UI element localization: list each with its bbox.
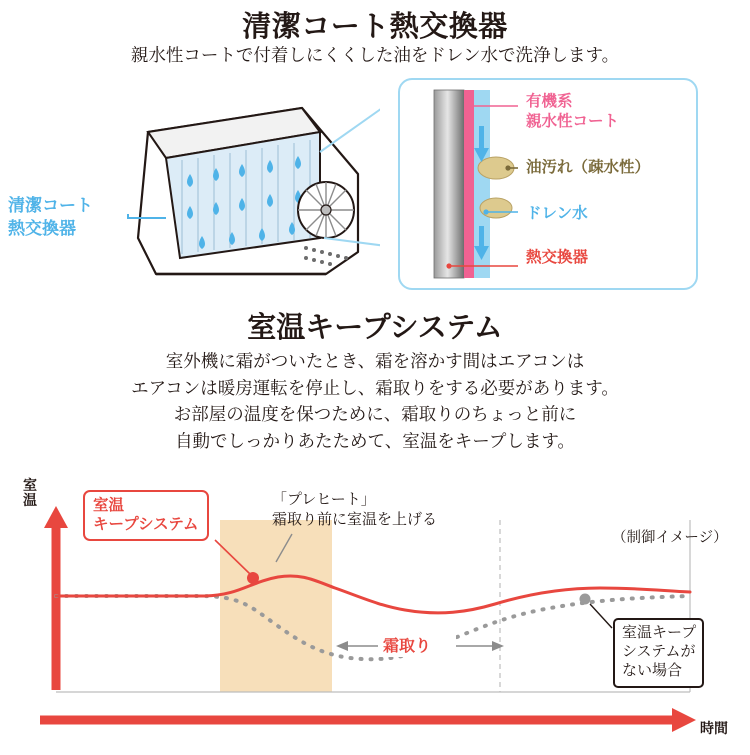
section2-body-line-1: 室外機に霜がついたとき、霜を溶かす間はエアコンは bbox=[165, 351, 585, 371]
oil-dirt-label: 油汚れ（疎水性） bbox=[526, 159, 651, 176]
no-system-callout-leader bbox=[590, 604, 612, 628]
no-keep-callout-line1: 室温キープ bbox=[622, 624, 697, 641]
preheat-annotation-line2: 霜取り前に室温を上げる bbox=[272, 510, 438, 528]
heat-exchanger-illustration bbox=[120, 88, 380, 288]
no-keep-callout-line2: システムが bbox=[622, 642, 696, 660]
y-axis-label bbox=[20, 478, 40, 507]
keep-system-callout-line1: 室温 bbox=[93, 497, 125, 514]
clean-coat-label-line1: 清潔コート bbox=[8, 196, 93, 215]
no-keep-callout-line3: ない場合 bbox=[622, 661, 683, 679]
section2-body-line-3: お部屋の温度を保つために、霜取りのちょっと前に bbox=[173, 404, 577, 425]
preheat-annotation-line1: 「プレヒート」 bbox=[272, 491, 376, 508]
clean-coat-heat-exchanger-label bbox=[8, 195, 93, 241]
preheat-annotation bbox=[272, 490, 437, 529]
no-system-point bbox=[580, 594, 591, 605]
section1-subtitle: 親水性コートで付着しにくくした油をドレン水で洗浄します。 bbox=[130, 45, 620, 65]
frost-removal-label: 霜取り bbox=[383, 638, 432, 655]
x-axis bbox=[40, 708, 696, 732]
section1-title: 清潔コート熱交換器 bbox=[242, 11, 508, 43]
organic-label-line1: 有機系 bbox=[526, 93, 573, 110]
coating-cross-section-panel bbox=[398, 78, 698, 290]
organic-label-line2: 親水性コート bbox=[526, 113, 620, 131]
organic-hydrophilic-coat-label bbox=[526, 92, 619, 132]
cross-section-labels bbox=[400, 80, 700, 292]
no-keep-system-callout bbox=[613, 618, 704, 688]
section2-body-line-4: 自動でしっかりあたためて、室温をキープします。 bbox=[175, 430, 575, 451]
section2-body bbox=[0, 348, 750, 454]
y-axis-label-char2: 温 bbox=[23, 491, 37, 508]
room-temp-keep-chart bbox=[0, 478, 750, 750]
section2-body-line-2: エアコンは暖房運転を停止し、霜取りをする必要があります。 bbox=[131, 377, 619, 398]
preheat-band bbox=[220, 520, 332, 692]
clean-coat-label-line2: 熱交換器 bbox=[8, 218, 76, 238]
series-keep-system bbox=[56, 576, 690, 613]
drain-water-label: ドレン水 bbox=[526, 205, 588, 222]
heat-exchanger-label: 熱交換器 bbox=[526, 249, 589, 266]
y-axis-label-char1: 室 bbox=[23, 477, 37, 493]
keep-system-callout-line2: キープシステム bbox=[93, 516, 199, 534]
series-no-keep-system bbox=[56, 596, 690, 659]
control-image-note: （制御イメージ） bbox=[612, 530, 728, 546]
x-axis-label: 時間 bbox=[700, 720, 728, 736]
keep-system-callout bbox=[83, 490, 209, 541]
section2-title: 室温キープシステム bbox=[247, 312, 503, 344]
